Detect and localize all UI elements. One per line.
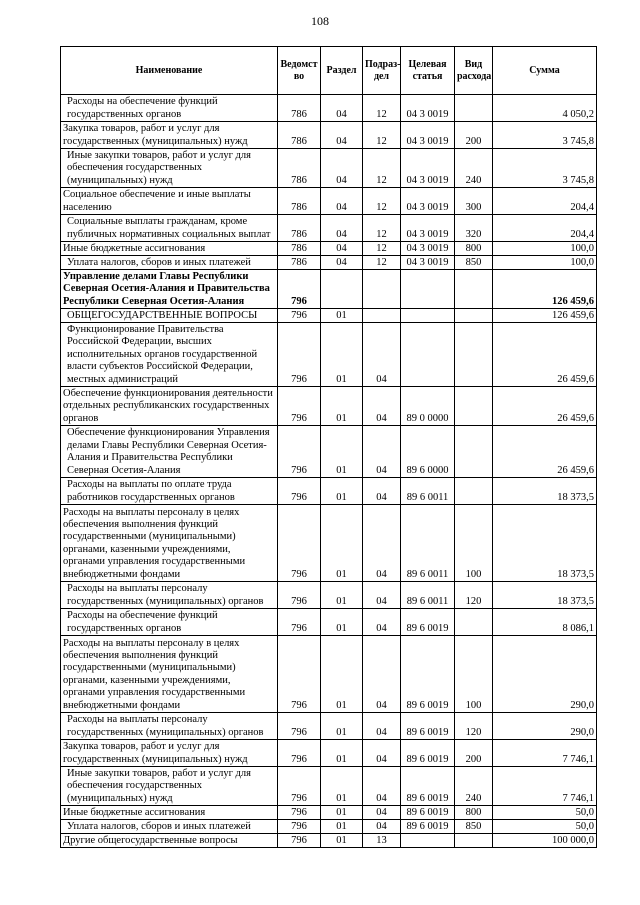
cell-podr: 04 bbox=[363, 478, 401, 505]
cell-name: Уплата налогов, сборов и иных платежей bbox=[61, 820, 278, 834]
cell-cel: 04 3 0019 bbox=[401, 95, 455, 122]
cell-cel: 89 6 0019 bbox=[401, 636, 455, 713]
cell-vid bbox=[455, 834, 493, 848]
cell-ved: 796 bbox=[278, 323, 321, 387]
cell-razdel: 04 bbox=[321, 149, 363, 188]
cell-sum: 26 459,6 bbox=[493, 387, 597, 426]
cell-razdel: 01 bbox=[321, 582, 363, 609]
cell-ved: 786 bbox=[278, 215, 321, 242]
cell-ved: 786 bbox=[278, 256, 321, 270]
cell-vid bbox=[455, 323, 493, 387]
table-row bbox=[61, 242, 597, 256]
cell-sum: 100,0 bbox=[493, 256, 597, 270]
cell-razdel: 01 bbox=[321, 636, 363, 713]
cell-podr: 12 bbox=[363, 149, 401, 188]
header-vedomstvo: Ведомст во bbox=[278, 47, 321, 95]
cell-vid: 120 bbox=[455, 713, 493, 740]
cell-name: Расходы на обеспечение функций государственных органов bbox=[61, 95, 278, 122]
header-celevaya: Целевая статья bbox=[401, 47, 455, 95]
cell-cel: 89 6 0019 bbox=[401, 767, 455, 806]
cell-razdel: 04 bbox=[321, 95, 363, 122]
cell-name: Уплата налогов, сборов и иных платежей bbox=[61, 256, 278, 270]
page-number: 108 bbox=[311, 14, 329, 28]
cell-cel: 89 0 0000 bbox=[401, 387, 455, 426]
cell-name: Закупка товаров, работ и услуг для государственных (муниципальных) нужд bbox=[61, 122, 278, 149]
cell-vid: 100 bbox=[455, 636, 493, 713]
cell-cel: 89 6 0011 bbox=[401, 478, 455, 505]
cell-razdel: 04 bbox=[321, 188, 363, 215]
cell-razdel: 01 bbox=[321, 820, 363, 834]
cell-vid: 850 bbox=[455, 820, 493, 834]
cell-ved: 796 bbox=[278, 505, 321, 582]
cell-name: Закупка товаров, работ и услуг для государственных (муниципальных) нужд bbox=[61, 740, 278, 767]
cell-sum: 8 086,1 bbox=[493, 609, 597, 636]
cell-ved: 796 bbox=[278, 478, 321, 505]
cell-ved: 796 bbox=[278, 270, 321, 309]
table-row bbox=[61, 713, 597, 740]
header-podrazdel: Подраз- дел bbox=[363, 47, 401, 95]
cell-name: Расходы на выплаты персоналу в целях обеспечения выполнения функций государственными (муниципальными) органами, казенными учреждениями, органами управления государственными внебюджетными фондами bbox=[61, 505, 278, 582]
cell-podr: 04 bbox=[363, 767, 401, 806]
cell-sum: 26 459,6 bbox=[493, 426, 597, 478]
cell-sum: 290,0 bbox=[493, 713, 597, 740]
cell-podr: 12 bbox=[363, 242, 401, 256]
cell-podr: 04 bbox=[363, 323, 401, 387]
cell-ved: 796 bbox=[278, 636, 321, 713]
cell-name: Другие общегосударственные вопросы bbox=[61, 834, 278, 848]
cell-vid bbox=[455, 309, 493, 323]
table-row bbox=[61, 834, 597, 848]
cell-podr: 04 bbox=[363, 426, 401, 478]
cell-cel: 89 6 0019 bbox=[401, 713, 455, 740]
table-row bbox=[61, 806, 597, 820]
cell-sum: 3 745,8 bbox=[493, 149, 597, 188]
cell-razdel: 01 bbox=[321, 505, 363, 582]
table-row bbox=[61, 478, 597, 505]
cell-sum: 3 745,8 bbox=[493, 122, 597, 149]
cell-razdel: 01 bbox=[321, 713, 363, 740]
cell-vid bbox=[455, 387, 493, 426]
table-body bbox=[61, 95, 597, 848]
cell-vid bbox=[455, 426, 493, 478]
header-name: Наименование bbox=[61, 47, 278, 95]
cell-sum: 18 373,5 bbox=[493, 505, 597, 582]
cell-name: Расходы на выплаты персоналу в целях обеспечения выполнения функций государственными (муниципальными) органами, казенными учреждениями, органами управления государственными внебюджетными фондами bbox=[61, 636, 278, 713]
cell-vid bbox=[455, 609, 493, 636]
cell-name: Управление делами Главы Республики Северная Осетия-Алания и Правительства Республики Северная Осетия-Алания bbox=[61, 270, 278, 309]
cell-razdel: 01 bbox=[321, 387, 363, 426]
cell-ved: 796 bbox=[278, 713, 321, 740]
cell-razdel: 01 bbox=[321, 478, 363, 505]
cell-vid: 800 bbox=[455, 242, 493, 256]
cell-razdel: 01 bbox=[321, 609, 363, 636]
cell-razdel: 01 bbox=[321, 806, 363, 820]
table-row bbox=[61, 270, 597, 309]
cell-vid: 200 bbox=[455, 740, 493, 767]
cell-podr: 04 bbox=[363, 636, 401, 713]
cell-podr bbox=[363, 309, 401, 323]
cell-cel: 04 3 0019 bbox=[401, 256, 455, 270]
cell-razdel: 01 bbox=[321, 323, 363, 387]
cell-sum: 4 050,2 bbox=[493, 95, 597, 122]
cell-ved: 796 bbox=[278, 767, 321, 806]
table-row bbox=[61, 609, 597, 636]
cell-sum: 100 000,0 bbox=[493, 834, 597, 848]
table-row bbox=[61, 122, 597, 149]
cell-sum: 100,0 bbox=[493, 242, 597, 256]
cell-ved: 796 bbox=[278, 582, 321, 609]
cell-razdel: 04 bbox=[321, 256, 363, 270]
cell-name: Расходы на обеспечение функций государственных органов bbox=[61, 609, 278, 636]
cell-cel: 89 6 0011 bbox=[401, 582, 455, 609]
table-row bbox=[61, 149, 597, 188]
cell-name: Социальные выплаты гражданам, кроме публичных нормативных социальных выплат bbox=[61, 215, 278, 242]
cell-podr: 04 bbox=[363, 713, 401, 740]
cell-podr: 04 bbox=[363, 806, 401, 820]
cell-podr: 12 bbox=[363, 215, 401, 242]
cell-cel bbox=[401, 834, 455, 848]
cell-razdel: 04 bbox=[321, 215, 363, 242]
cell-vid: 300 bbox=[455, 188, 493, 215]
cell-sum: 7 746,1 bbox=[493, 767, 597, 806]
cell-razdel: 01 bbox=[321, 426, 363, 478]
table-row bbox=[61, 387, 597, 426]
cell-podr: 04 bbox=[363, 505, 401, 582]
cell-sum: 126 459,6 bbox=[493, 309, 597, 323]
cell-cel bbox=[401, 309, 455, 323]
table-header-row bbox=[61, 47, 597, 95]
cell-cel: 89 6 0019 bbox=[401, 609, 455, 636]
cell-sum: 290,0 bbox=[493, 636, 597, 713]
cell-vid bbox=[455, 270, 493, 309]
table-row bbox=[61, 215, 597, 242]
table-row bbox=[61, 426, 597, 478]
cell-podr: 04 bbox=[363, 820, 401, 834]
cell-name: Расходы на выплаты персоналу государственных (муниципальных) органов bbox=[61, 713, 278, 740]
cell-podr: 12 bbox=[363, 256, 401, 270]
cell-ved: 786 bbox=[278, 242, 321, 256]
cell-podr: 13 bbox=[363, 834, 401, 848]
cell-sum: 204,4 bbox=[493, 188, 597, 215]
cell-cel: 89 6 0019 bbox=[401, 820, 455, 834]
cell-vid: 100 bbox=[455, 505, 493, 582]
cell-name: Иные закупки товаров, работ и услуг для обеспечения государственных (муниципальных) нужд bbox=[61, 767, 278, 806]
cell-vid: 320 bbox=[455, 215, 493, 242]
cell-podr: 04 bbox=[363, 609, 401, 636]
cell-podr bbox=[363, 270, 401, 309]
cell-cel: 04 3 0019 bbox=[401, 215, 455, 242]
cell-podr: 04 bbox=[363, 387, 401, 426]
table-row bbox=[61, 323, 597, 387]
cell-cel: 89 6 0019 bbox=[401, 806, 455, 820]
cell-name: ОБЩЕГОСУДАРСТВЕННЫЕ ВОПРОСЫ bbox=[61, 309, 278, 323]
cell-podr: 12 bbox=[363, 188, 401, 215]
cell-sum: 50,0 bbox=[493, 806, 597, 820]
cell-vid bbox=[455, 478, 493, 505]
cell-name: Иные бюджетные ассигнования bbox=[61, 242, 278, 256]
header-summa: Сумма bbox=[493, 47, 597, 95]
cell-podr: 12 bbox=[363, 122, 401, 149]
cell-cel: 89 6 0000 bbox=[401, 426, 455, 478]
cell-name: Иные бюджетные ассигнования bbox=[61, 806, 278, 820]
cell-razdel: 01 bbox=[321, 309, 363, 323]
cell-ved: 796 bbox=[278, 740, 321, 767]
table-row bbox=[61, 740, 597, 767]
cell-sum: 126 459,6 bbox=[493, 270, 597, 309]
cell-razdel: 01 bbox=[321, 834, 363, 848]
cell-vid bbox=[455, 95, 493, 122]
cell-cel: 04 3 0019 bbox=[401, 242, 455, 256]
cell-vid: 850 bbox=[455, 256, 493, 270]
cell-razdel: 01 bbox=[321, 740, 363, 767]
cell-ved: 796 bbox=[278, 309, 321, 323]
cell-ved: 796 bbox=[278, 609, 321, 636]
cell-name: Функционирование Правительства Российской Федерации, высших исполнительных органов государственной власти субъектов Российской Федерации, местных администраций bbox=[61, 323, 278, 387]
cell-ved: 786 bbox=[278, 188, 321, 215]
cell-cel: 04 3 0019 bbox=[401, 122, 455, 149]
table-row bbox=[61, 309, 597, 323]
cell-sum: 204,4 bbox=[493, 215, 597, 242]
cell-name: Расходы на выплаты по оплате труда работников государственных органов bbox=[61, 478, 278, 505]
cell-ved: 796 bbox=[278, 820, 321, 834]
cell-podr: 04 bbox=[363, 582, 401, 609]
table-row bbox=[61, 582, 597, 609]
cell-cel bbox=[401, 270, 455, 309]
cell-ved: 796 bbox=[278, 806, 321, 820]
table-row bbox=[61, 505, 597, 582]
cell-name: Обеспечение функционирования Управления делами Главы Республики Северная Осетия-Алания и Правительства Республики Северная Осетия-Алания bbox=[61, 426, 278, 478]
table-row bbox=[61, 636, 597, 713]
table-row bbox=[61, 256, 597, 270]
cell-sum: 26 459,6 bbox=[493, 323, 597, 387]
cell-vid: 240 bbox=[455, 767, 493, 806]
header-vid: Вид расхода bbox=[455, 47, 493, 95]
cell-cel: 04 3 0019 bbox=[401, 188, 455, 215]
cell-ved: 796 bbox=[278, 426, 321, 478]
cell-cel: 89 6 0011 bbox=[401, 505, 455, 582]
cell-cel bbox=[401, 323, 455, 387]
table-row bbox=[61, 95, 597, 122]
cell-vid: 800 bbox=[455, 806, 493, 820]
cell-ved: 786 bbox=[278, 122, 321, 149]
budget-table bbox=[60, 46, 597, 848]
table-row bbox=[61, 767, 597, 806]
cell-sum: 18 373,5 bbox=[493, 582, 597, 609]
cell-sum: 18 373,5 bbox=[493, 478, 597, 505]
cell-name: Иные закупки товаров, работ и услуг для обеспечения государственных (муниципальных) нужд bbox=[61, 149, 278, 188]
cell-razdel: 04 bbox=[321, 122, 363, 149]
cell-name: Социальное обеспечение и иные выплаты населению bbox=[61, 188, 278, 215]
cell-sum: 50,0 bbox=[493, 820, 597, 834]
header-razdel: Раздел bbox=[321, 47, 363, 95]
cell-razdel: 04 bbox=[321, 242, 363, 256]
cell-podr: 12 bbox=[363, 95, 401, 122]
cell-cel: 89 6 0019 bbox=[401, 740, 455, 767]
cell-ved: 796 bbox=[278, 834, 321, 848]
cell-razdel bbox=[321, 270, 363, 309]
table-row bbox=[61, 820, 597, 834]
cell-podr: 04 bbox=[363, 740, 401, 767]
cell-name: Обеспечение функционирования деятельности отдельных республиканских государственных органов bbox=[61, 387, 278, 426]
cell-vid: 120 bbox=[455, 582, 493, 609]
table-row bbox=[61, 188, 597, 215]
cell-vid: 200 bbox=[455, 122, 493, 149]
cell-razdel: 01 bbox=[321, 767, 363, 806]
cell-ved: 786 bbox=[278, 149, 321, 188]
cell-vid: 240 bbox=[455, 149, 493, 188]
cell-name: Расходы на выплаты персоналу государственных (муниципальных) органов bbox=[61, 582, 278, 609]
cell-ved: 786 bbox=[278, 95, 321, 122]
cell-ved: 796 bbox=[278, 387, 321, 426]
cell-cel: 04 3 0019 bbox=[401, 149, 455, 188]
cell-sum: 7 746,1 bbox=[493, 740, 597, 767]
